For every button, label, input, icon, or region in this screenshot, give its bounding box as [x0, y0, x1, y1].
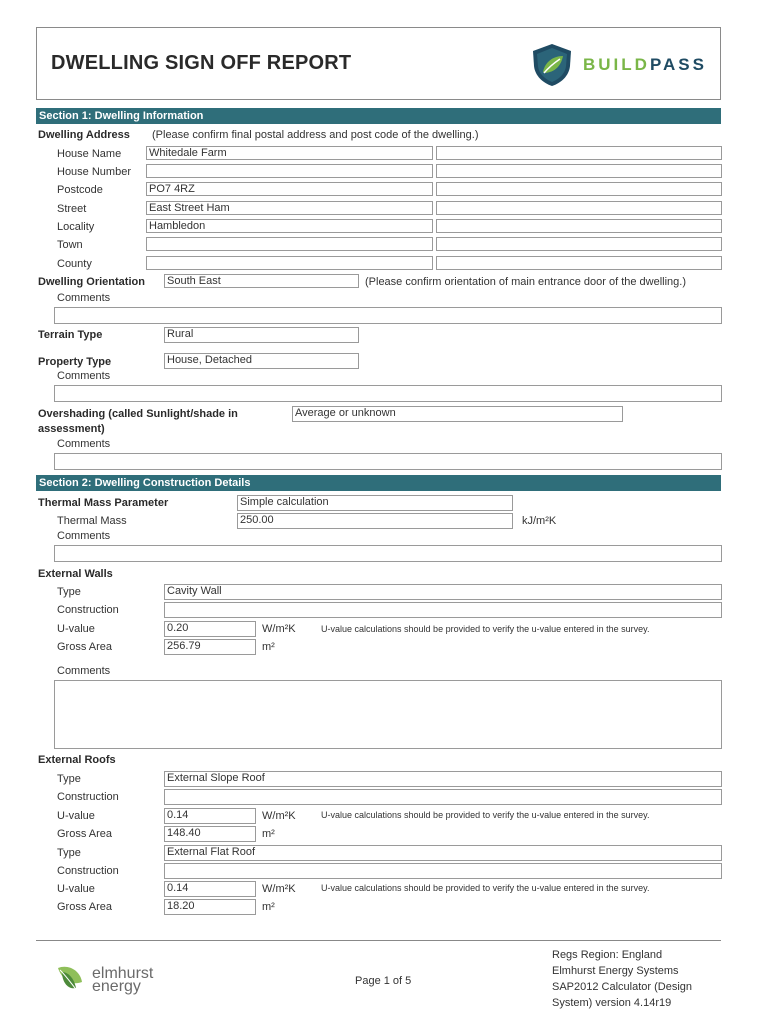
wall-uvalue-note: U-value calculations should be provided to verify the u-value entered in the survey.: [321, 624, 650, 634]
buildpass-shield-icon: [529, 42, 575, 93]
property-comments-label: Comments: [57, 370, 111, 382]
street-field-2[interactable]: [436, 201, 722, 215]
postcode-label: Postcode: [57, 184, 103, 196]
section-1-header: Section 1: Dwelling Information: [36, 108, 721, 124]
wall-gross-area-label: Gross Area: [57, 641, 113, 653]
terrain-field[interactable]: Rural: [164, 327, 359, 343]
thermal-mass-parameter-field[interactable]: Simple calculation: [237, 495, 513, 511]
orientation-note: (Please confirm orientation of main entrance door of the dwelling.): [365, 276, 687, 288]
overshading-field[interactable]: Average or unknown: [292, 406, 623, 422]
thermal-mass-unit: kJ/m²K: [522, 515, 557, 527]
roof2-construction-label: Construction: [57, 865, 119, 877]
locality-label: Locality: [57, 221, 95, 233]
overshading-comments-label: Comments: [57, 438, 111, 450]
town-field[interactable]: [146, 237, 433, 251]
thermal-comments-field[interactable]: [54, 545, 722, 562]
footer-info: [552, 947, 692, 1011]
roof2-uvalue-label: U-value: [57, 883, 95, 895]
page-number: Page 1 of 5: [355, 975, 412, 987]
roof2-uvalue-unit: W/m²K: [262, 883, 296, 895]
wall-comments-field[interactable]: [54, 680, 722, 749]
overshading-label: Overshading (called Sunlight/shade in: [38, 408, 238, 420]
elmhurst-line1: elmhurst: [92, 965, 154, 982]
county-label: County: [57, 258, 92, 270]
roof1-type-label: Type: [57, 773, 81, 785]
section-2-header: Section 2: Dwelling Construction Details: [36, 475, 721, 491]
thermal-comments-label: Comments: [57, 530, 111, 542]
county-field[interactable]: [146, 256, 433, 270]
roof2-uvalue-note: U-value calculations should be provided to verify the u-value entered in the survey.: [321, 883, 650, 893]
thermal-mass-label: Thermal Mass: [57, 515, 127, 527]
property-type-label: Property Type: [38, 356, 112, 368]
wall-gross-area-field[interactable]: 256.79: [164, 639, 256, 655]
external-walls-label: External Walls: [38, 568, 113, 580]
software-vendor: Elmhurst Energy Systems: [552, 965, 679, 977]
wall-type-label: Type: [57, 586, 81, 598]
terrain-label: Terrain Type: [38, 329, 103, 341]
roof1-gross-area-label: Gross Area: [57, 828, 113, 840]
external-roofs-label: External Roofs: [38, 754, 116, 766]
street-label: Street: [57, 203, 87, 215]
orientation-comments-label: Comments: [57, 292, 111, 304]
orientation-field[interactable]: South East: [164, 274, 359, 288]
overshading-comments-field[interactable]: [54, 453, 722, 470]
wall-type-field[interactable]: Cavity Wall: [164, 584, 722, 600]
wall-uvalue-unit: W/m²K: [262, 623, 296, 635]
house-number-label: House Number: [57, 166, 131, 178]
property-comments-field[interactable]: [54, 385, 722, 402]
orientation-comments-field[interactable]: [54, 307, 722, 324]
address-note: (Please confirm final postal address and post code of the dwelling.): [152, 129, 479, 141]
house-name-field[interactable]: Whitedale Farm: [146, 146, 433, 160]
logo-pass: PASS: [649, 55, 707, 74]
roof1-gross-area-field[interactable]: 148.40: [164, 826, 256, 842]
dwelling-address-label: Dwelling Address: [38, 129, 130, 141]
roof1-area-unit: m²: [262, 828, 275, 840]
roof1-type-field[interactable]: External Slope Roof: [164, 771, 722, 787]
footer-divider: [36, 940, 721, 941]
postcode-field-2[interactable]: [436, 182, 722, 196]
roof2-gross-area-label: Gross Area: [57, 901, 113, 913]
locality-field-2[interactable]: [436, 219, 722, 233]
roof2-construction-field[interactable]: [164, 863, 722, 879]
town-label: Town: [57, 239, 83, 251]
wall-uvalue-field[interactable]: 0.20: [164, 621, 256, 637]
house-name-label: House Name: [57, 148, 122, 160]
logo-build: BUILD: [583, 55, 650, 74]
thermal-mass-field[interactable]: 250.00: [237, 513, 513, 529]
roof1-construction-label: Construction: [57, 791, 119, 803]
roof1-uvalue-label: U-value: [57, 810, 95, 822]
house-number-field-2[interactable]: [436, 164, 722, 178]
orientation-label: Dwelling Orientation: [38, 276, 145, 288]
roof2-area-unit: m²: [262, 901, 275, 913]
roof1-uvalue-field[interactable]: 0.14: [164, 808, 256, 824]
locality-field[interactable]: Hambledon: [146, 219, 433, 233]
thermal-mass-parameter-label: Thermal Mass Parameter: [38, 497, 169, 509]
roof2-uvalue-field[interactable]: 0.14: [164, 881, 256, 897]
elmhurst-wordmark: [92, 967, 153, 993]
wall-comments-label: Comments: [57, 665, 111, 677]
roof2-gross-area-field[interactable]: 18.20: [164, 899, 256, 915]
report-title: DWELLING SIGN OFF REPORT: [51, 52, 352, 74]
calculator-name: SAP2012 Calculator (Design: [552, 981, 693, 993]
roof1-uvalue-note: U-value calculations should be provided to verify the u-value entered in the survey.: [321, 810, 650, 820]
roof1-uvalue-unit: W/m²K: [262, 810, 296, 822]
house-number-field[interactable]: [146, 164, 433, 178]
roof2-type-label: Type: [57, 847, 81, 859]
elmhurst-line2: energy: [92, 978, 141, 995]
wall-uvalue-label: U-value: [57, 623, 95, 635]
street-field[interactable]: East Street Ham: [146, 201, 433, 215]
county-field-2[interactable]: [436, 256, 722, 270]
software-version: System) version 4.14r19: [552, 997, 672, 1009]
roof1-construction-field[interactable]: [164, 789, 722, 805]
town-field-2[interactable]: [436, 237, 722, 251]
elmhurst-leaf-icon: [54, 960, 88, 1001]
report-header: [36, 27, 721, 100]
wall-construction-label: Construction: [57, 604, 119, 616]
property-type-field[interactable]: House, Detached: [164, 353, 359, 369]
buildpass-wordmark: [583, 55, 707, 75]
regs-region: Regs Region: England: [552, 949, 663, 961]
house-name-field-2[interactable]: [436, 146, 722, 160]
roof2-type-field[interactable]: External Flat Roof: [164, 845, 722, 861]
overshading-label-2: assessment): [38, 423, 105, 435]
wall-area-unit: m²: [262, 641, 275, 653]
postcode-field[interactable]: PO7 4RZ: [146, 182, 433, 196]
wall-construction-field[interactable]: [164, 602, 722, 618]
